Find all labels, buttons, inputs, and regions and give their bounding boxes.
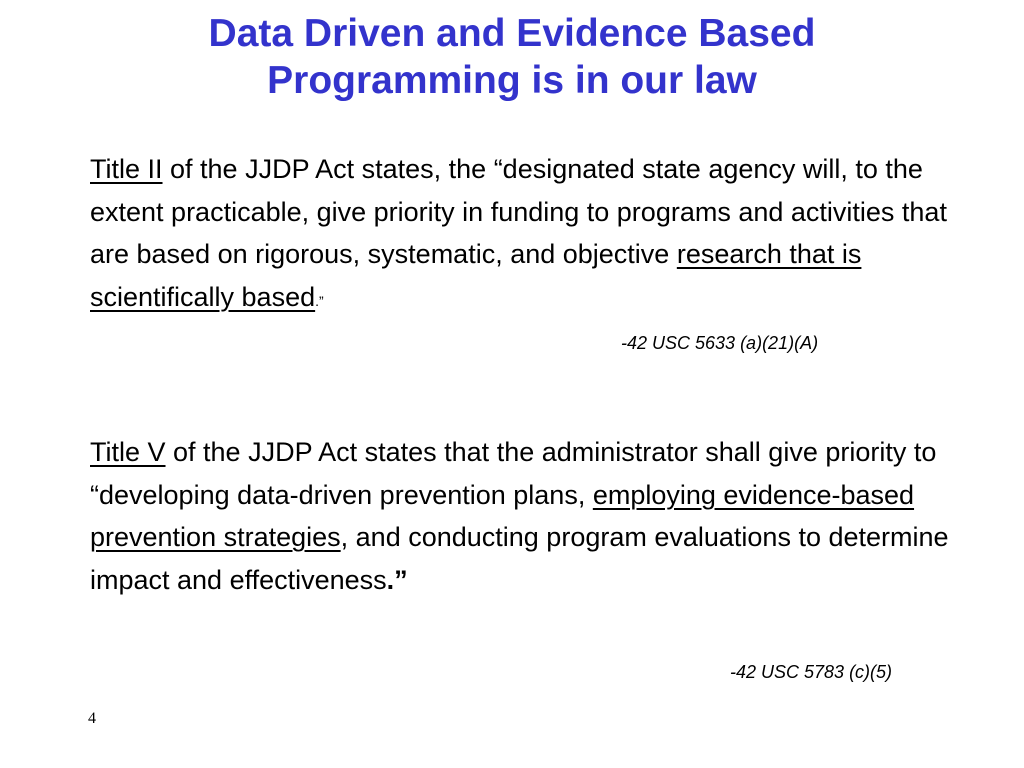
title-v-closing-quote: .” (386, 564, 408, 595)
title-line-2: Programming is in our law (267, 59, 757, 102)
title-ii-underlined-phrase: research that is scientifically based (90, 239, 862, 312)
title-ii-citation: -42 USC 5633 (a)(21)(A) (621, 333, 819, 353)
title-ii-paragraph (90, 148, 990, 322)
title-v-paragraph (90, 431, 990, 601)
title-v-underlined-phrase: employing evidence-based prevention strategies (90, 479, 915, 552)
title-ii-label: Title II (90, 154, 163, 184)
title-line-1: Data Driven and Evidence Based (208, 12, 816, 55)
title-ii-closing-quote: .” (315, 292, 324, 309)
title-v-label: Title V (90, 437, 166, 467)
slide-title (0, 10, 1024, 104)
title-v-citation: -42 USC 5783 (c)(5) (730, 662, 893, 682)
title-v-text: of the JJDP Act states that the administrator shall give priority to “developing data-driven prevention plans, (90, 437, 937, 510)
title-ii-text: of the JJDP Act states, the “designated state agency will, to the extent practicable, give priority in funding to programs and activities that are based on rigorous, systematic, and objective (90, 154, 947, 269)
title-v-text-2: , and conducting program evaluations to determine impact and effectiveness (90, 522, 949, 595)
page-number: 4 (88, 710, 96, 727)
